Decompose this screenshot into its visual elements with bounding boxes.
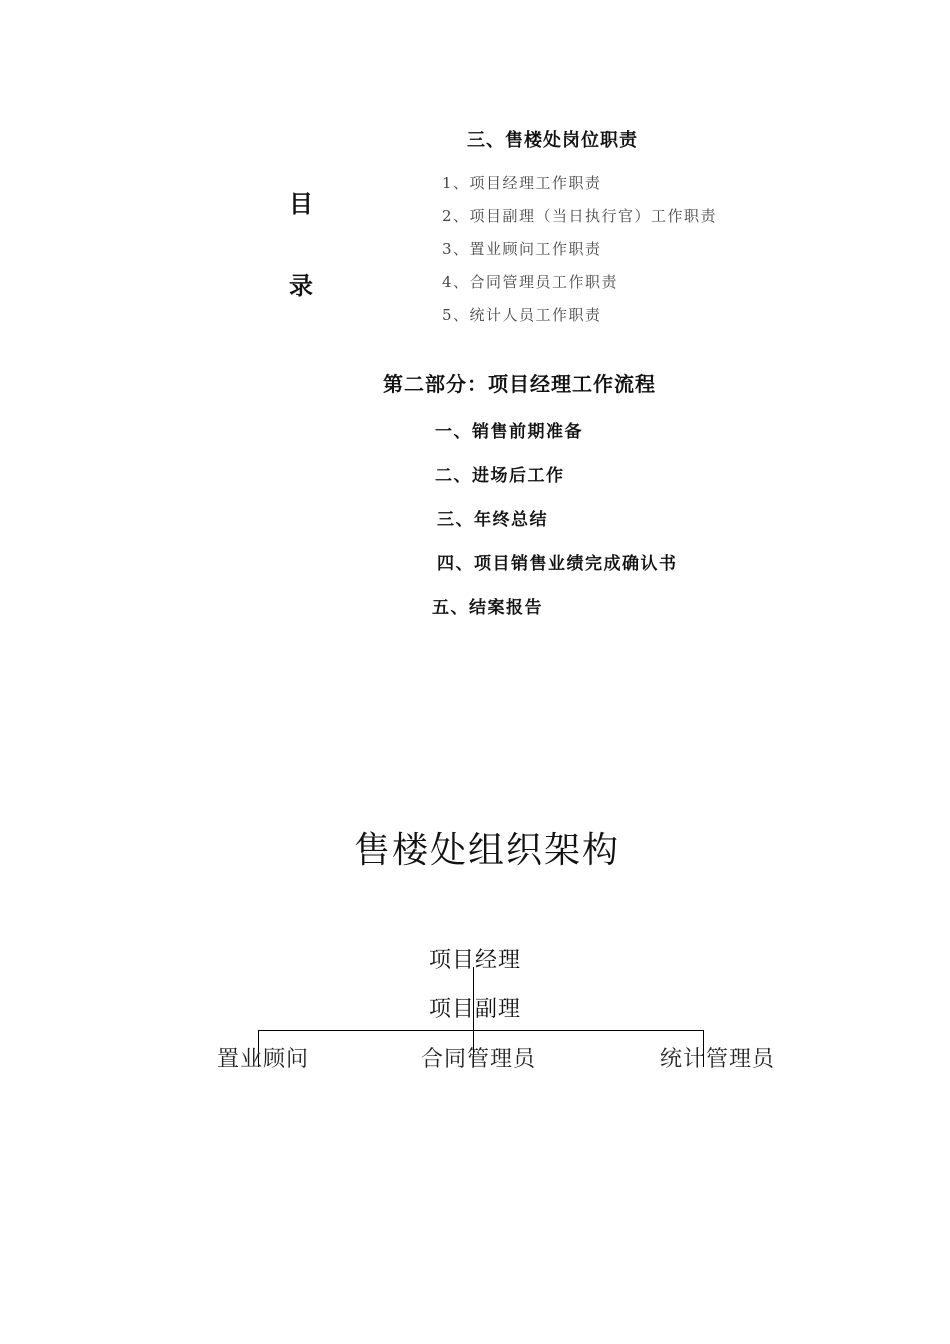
- toc-side-char-mu: 目: [289, 190, 313, 218]
- org-node-statistics-admin: 统计管理员: [660, 1047, 776, 1072]
- org-node-deputy: 项目副理: [429, 997, 522, 1022]
- part-two-item: 五、结案报告: [432, 598, 543, 618]
- section-three-heading: 三、售楼处岗位职责: [467, 130, 638, 151]
- org-node-sales-consultant: 置业顾问: [217, 1047, 310, 1072]
- toc-item: 3、置业顾问工作职责: [442, 240, 602, 258]
- connector-horizontal: [258, 1030, 704, 1031]
- toc-item: 1、项目经理工作职责: [442, 174, 602, 192]
- toc-item: 2、项目副理（当日执行官）工作职责: [442, 207, 718, 225]
- org-node-manager: 项目经理: [429, 948, 522, 973]
- part-two-item: 四、项目销售业绩完成确认书: [437, 554, 678, 574]
- org-node-contract-admin: 合同管理员: [421, 1047, 537, 1072]
- toc-side-char-lu: 录: [289, 272, 313, 300]
- part-two-item: 一、销售前期准备: [435, 422, 583, 442]
- org-chart-title: 售楼处组织架构: [354, 830, 621, 871]
- part-two-item: 三、年终总结: [437, 510, 548, 530]
- part-two-item: 二、进场后工作: [435, 466, 565, 486]
- toc-item: 4、合同管理员工作职责: [442, 273, 619, 291]
- part-two-heading: 第二部分：项目经理工作流程: [383, 372, 656, 396]
- toc-item: 5、统计人员工作职责: [442, 306, 602, 324]
